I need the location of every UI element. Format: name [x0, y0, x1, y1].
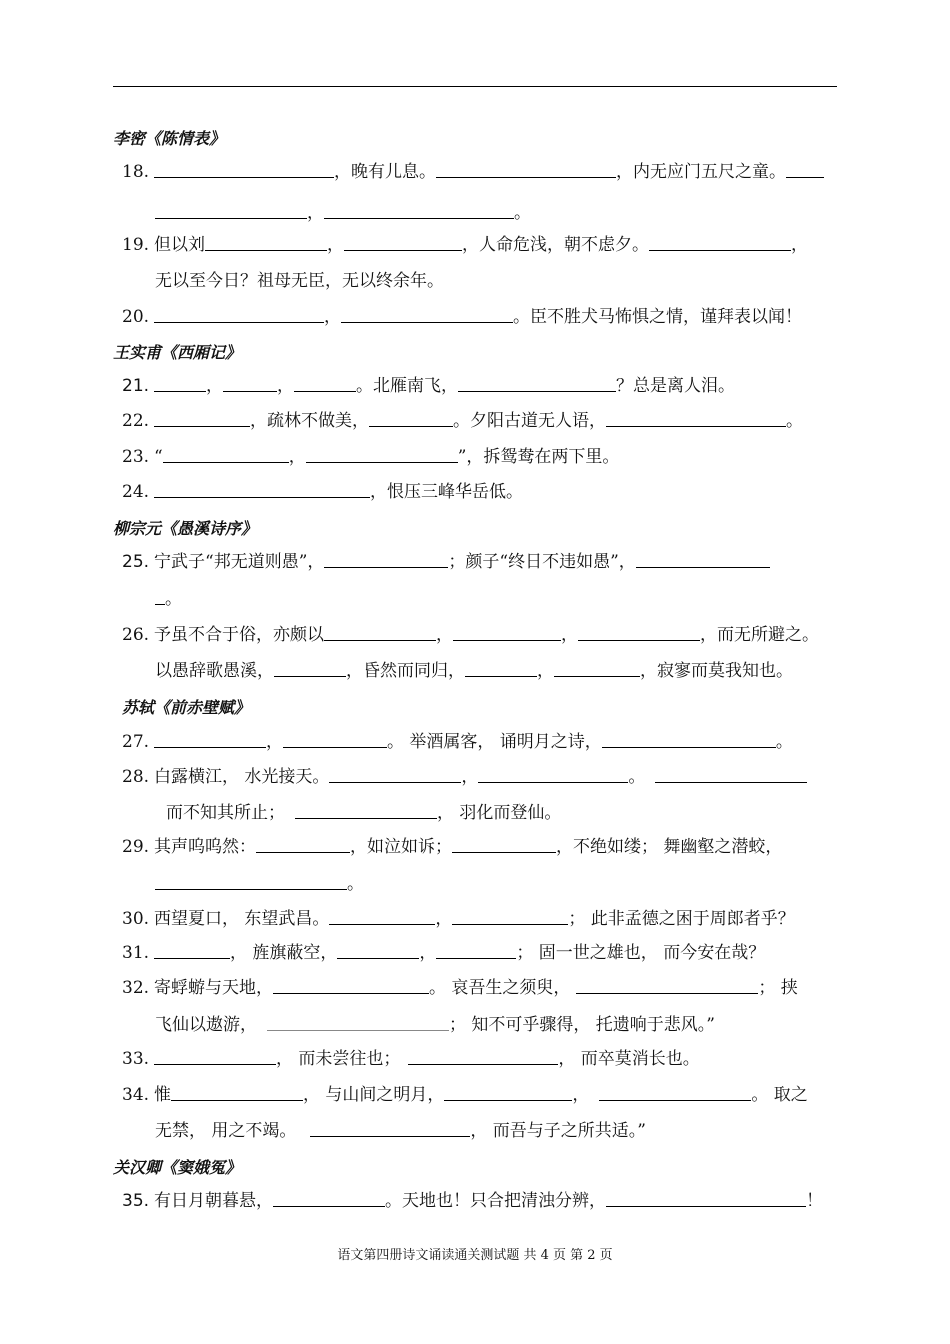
blank-28d[interactable]: [295, 803, 437, 819]
section-heading-limi: 李密《陈情表》: [113, 129, 226, 148]
blank-25b[interactable]: [636, 552, 770, 568]
blank-31c[interactable]: [436, 943, 516, 959]
blank-29a[interactable]: [256, 837, 350, 853]
blank-18d[interactable]: [155, 203, 307, 219]
blank-34b[interactable]: [444, 1085, 572, 1101]
question-number: 23.: [122, 447, 150, 467]
question-number: 30.: [122, 909, 150, 929]
question-31: 31. ， 旌旗蔽空， ， ； 固一世之雄也， 而今安在哉？: [122, 943, 766, 963]
blank-18c[interactable]: [786, 162, 824, 178]
blank-21b[interactable]: [223, 376, 277, 392]
question-number: 34.: [122, 1085, 150, 1105]
question-number: 25.: [122, 552, 150, 572]
blank-35a[interactable]: [273, 1191, 385, 1207]
question-25-line-1: 25. 宁武子“邦无道则愚”， ；颜子“终日不违如愚”，: [122, 551, 770, 573]
question-number: 22.: [122, 411, 150, 431]
question-26-line-1: 26. 予虽不合于俗，亦颇以 ， ， ，而无所避之。: [122, 625, 819, 645]
blank-28b[interactable]: [478, 767, 628, 783]
question-29-line-2: 。: [155, 873, 364, 895]
blank-30b[interactable]: [452, 909, 568, 925]
blank-27c[interactable]: [602, 732, 776, 748]
question-20: 20. ， 。臣不胜犬马怖惧之情，谨拜表以闻！: [122, 307, 802, 327]
blank-21d[interactable]: [458, 376, 616, 392]
question-18-line-2: ， 。: [155, 202, 531, 224]
question-29-line-1: 29. 其声呜呜然： ，如泣如诉； ，不绝如缕； 舞幽壑之潜蛟，: [122, 837, 783, 857]
blank-23a[interactable]: [163, 447, 289, 463]
blank-24a[interactable]: [154, 482, 370, 498]
question-30: 30. 西望夏口， 东望武昌。 ， ； 此非孟德之困于周郎者乎？: [122, 909, 795, 929]
section-heading-guanhanqing: 关汉卿《窦娥冤》: [113, 1158, 242, 1177]
section-heading-sushi: 苏轼《前赤壁赋》: [122, 698, 251, 717]
blank-31b[interactable]: [337, 943, 419, 959]
question-34-line-1: 34. 惟 ， 与山间之明月， ， 。 取之: [122, 1085, 808, 1105]
question-18-line-1: 18. ，晚有儿息。 ，内无应门五尺之童。: [122, 161, 824, 183]
blank-22c[interactable]: [606, 411, 786, 427]
question-27: 27. ， 。 举酒属客， 诵明月之诗， 。: [122, 732, 793, 752]
blank-30a[interactable]: [329, 909, 435, 925]
blank-34a[interactable]: [171, 1085, 303, 1101]
blank-19b[interactable]: [344, 235, 462, 251]
question-28-line-1: 28. 白露横江， 水光接天。 ， 。: [122, 766, 807, 788]
blank-20a[interactable]: [154, 307, 324, 323]
blank-26a[interactable]: [324, 625, 436, 641]
blank-34c[interactable]: [599, 1085, 751, 1101]
question-19-line-2: 无以至今日？祖母无臣，无以终余年。: [155, 271, 444, 291]
question-number: 19.: [122, 235, 150, 255]
blank-35b[interactable]: [606, 1191, 806, 1207]
question-number: 21.: [122, 376, 150, 396]
question-33: 33. ， 而未尝往也； ， 而卒莫消长也。: [122, 1049, 700, 1069]
blank-19a[interactable]: [205, 235, 327, 251]
page-footer: 语文第四册诗文诵读通关测试题 共 4 页 第 2 页: [337, 1248, 613, 1263]
blank-28c[interactable]: [655, 767, 807, 783]
question-number: 31.: [122, 943, 150, 963]
section-heading-wangshifu: 王实甫《西厢记》: [113, 343, 242, 362]
blank-23b[interactable]: [306, 447, 458, 463]
question-32-line-1: 32. 寄蜉蝣与天地， 。 哀吾生之须臾， ； 挟: [122, 978, 798, 998]
question-25-line-2: 。: [155, 588, 182, 610]
blank-33b[interactable]: [408, 1049, 558, 1065]
blank-26d[interactable]: [274, 661, 346, 677]
blank-29c[interactable]: [155, 874, 347, 890]
blank-31a[interactable]: [154, 943, 230, 959]
blank-21c[interactable]: [294, 376, 356, 392]
question-number: 18.: [122, 162, 150, 182]
blank-18a[interactable]: [154, 162, 334, 178]
question-number: 20.: [122, 307, 150, 327]
blank-26b[interactable]: [453, 625, 561, 641]
blank-32a[interactable]: [273, 978, 429, 994]
blank-19c[interactable]: [649, 235, 791, 251]
blank-34d[interactable]: [310, 1121, 470, 1137]
question-number: 28.: [122, 767, 150, 787]
blank-20b[interactable]: [341, 307, 513, 323]
blank-28a[interactable]: [329, 767, 461, 783]
header-rule: [113, 86, 837, 87]
question-35: 35. 有日月朝暮悬， 。天地也！只合把清浊分辨， ！: [122, 1191, 823, 1211]
question-number: 33.: [122, 1049, 150, 1069]
blank-22a[interactable]: [154, 411, 250, 427]
question-number: 26.: [122, 625, 150, 645]
question-28-line-2: 而不知其所止； ， 羽化而登仙。: [166, 803, 562, 823]
blank-26c[interactable]: [578, 625, 700, 641]
blank-32b[interactable]: [576, 978, 758, 994]
blank-25a[interactable]: [324, 552, 448, 568]
question-21: 21. ， ， 。北雁南飞， ？总是离人泪。: [122, 376, 735, 396]
blank-26e[interactable]: [465, 661, 537, 677]
question-number: 27.: [122, 732, 150, 752]
question-23: 23. “ ， ”，拆鸳鸯在两下里。: [122, 447, 620, 467]
question-number: 35.: [122, 1191, 150, 1211]
blank-26f[interactable]: [554, 661, 640, 677]
blank-32c[interactable]: [267, 1015, 449, 1031]
blank-21a[interactable]: [154, 376, 206, 392]
blank-27b[interactable]: [283, 732, 387, 748]
question-19-line-1: 19. 但以刘 ， ，人命危浅，朝不虑夕。 ，: [122, 235, 808, 255]
blank-25c[interactable]: [155, 589, 165, 605]
blank-33a[interactable]: [154, 1049, 276, 1065]
question-number: 24.: [122, 482, 150, 502]
blank-18e[interactable]: [324, 203, 514, 219]
blank-29b[interactable]: [452, 837, 556, 853]
question-32-line-2: 飞仙以遨游， ； 知不可乎骤得， 托遗响于悲风。”: [155, 1015, 715, 1035]
question-34-line-2: 无禁， 用之不竭。 ， 而吾与子之所共适。”: [155, 1121, 647, 1141]
section-heading-liuzongyuan: 柳宗元《愚溪诗序》: [113, 519, 258, 538]
question-26-line-2: 以愚辞歌愚溪， ，昏然而同归， ， ，寂寥而莫我知也。: [155, 661, 793, 681]
blank-22b[interactable]: [369, 411, 453, 427]
question-number: 32.: [122, 978, 150, 998]
blank-27a[interactable]: [154, 732, 266, 748]
question-number: 29.: [122, 837, 150, 857]
question-22: 22. ，疏林不做美， 。夕阳古道无人语， 。: [122, 411, 803, 431]
blank-18b[interactable]: [436, 162, 616, 178]
question-24: 24. ，恨压三峰华岳低。: [122, 482, 523, 502]
